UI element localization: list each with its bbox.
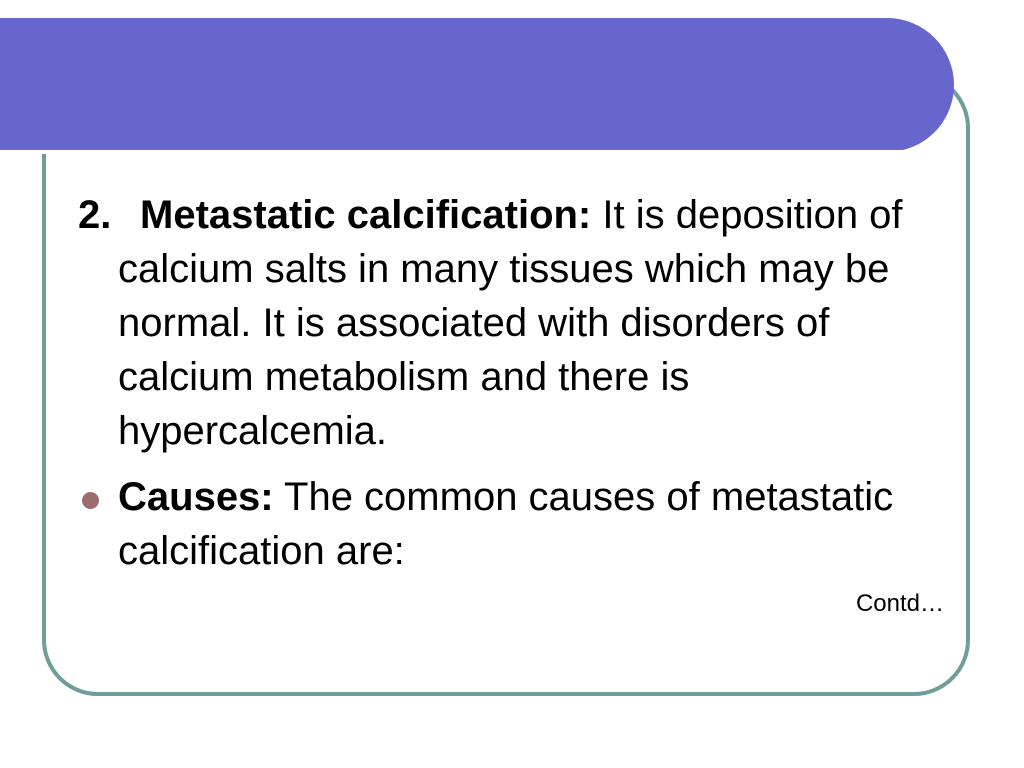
continued-note: Contd…	[855, 590, 944, 617]
item-heading: Metastatic calcification:	[140, 193, 592, 237]
item-number: 2.	[78, 193, 112, 237]
item-body: It is deposition of calcium salts in many tissues which may be normal. It is associated with disorders of calcium metabolism and there is hypercalcemia.	[118, 193, 903, 453]
bullet-dot-icon	[82, 492, 99, 509]
header-divider-line	[0, 150, 904, 154]
bullet-heading: Causes:	[118, 475, 274, 519]
bullet-body: The common causes of metastatic calcification are:	[118, 475, 894, 573]
header-bar	[0, 18, 954, 152]
bullet-item-causes	[78, 470, 958, 578]
numbered-item-metastatic-calcification	[78, 188, 958, 458]
slide-body	[78, 188, 958, 590]
